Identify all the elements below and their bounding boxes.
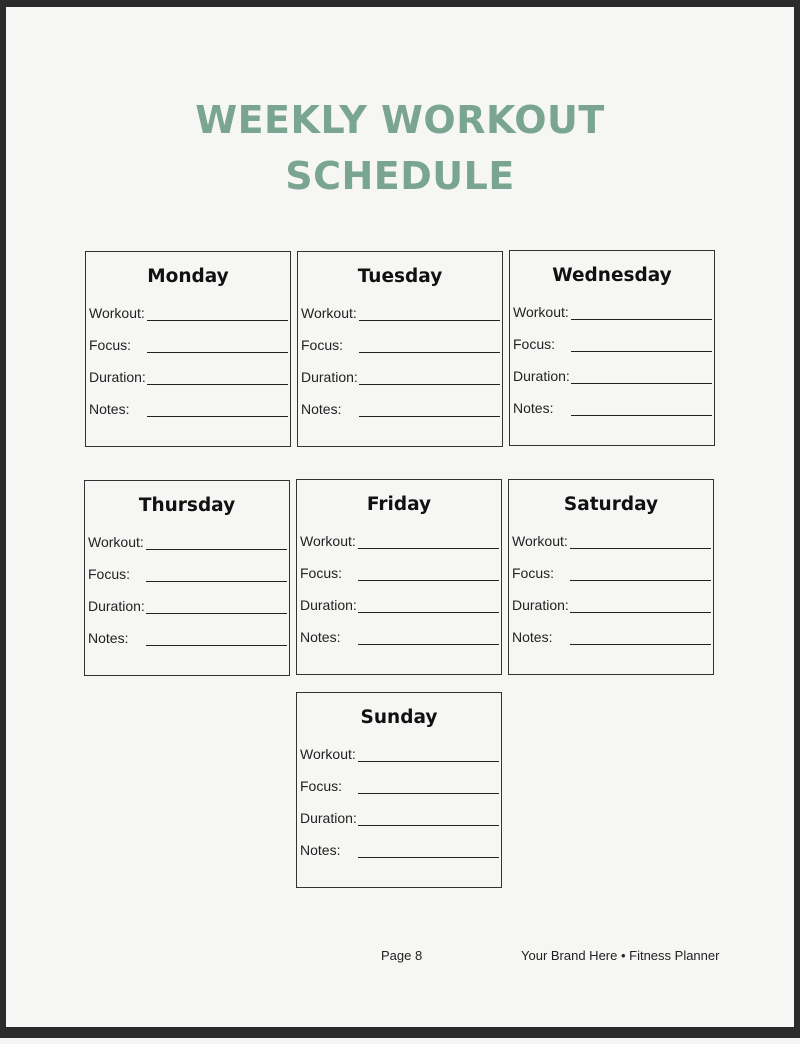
day-card-monday	[85, 251, 291, 447]
notes-input-line[interactable]	[358, 644, 499, 645]
page-title-line-1: WEEKLY WORKOUT	[195, 98, 605, 142]
day-title: Wednesday	[552, 265, 672, 286]
workout-input-line[interactable]	[358, 761, 499, 762]
duration-input-line[interactable]	[570, 612, 711, 613]
workout-label: Workout:	[512, 533, 568, 549]
day-title: Thursday	[138, 495, 236, 516]
focus-label: Focus:	[512, 565, 555, 581]
notes-input-line[interactable]	[358, 857, 499, 858]
notes-input-line[interactable]	[359, 416, 500, 417]
day-card-thursday	[84, 480, 290, 676]
day-title: Monday	[147, 266, 229, 287]
focus-label: Focus:	[300, 565, 343, 581]
focus-label: Focus:	[301, 337, 344, 353]
next-page-edge	[0, 1038, 800, 1044]
focus-input-line[interactable]	[570, 580, 711, 581]
focus-label: Focus:	[88, 566, 131, 582]
day-title: Tuesday	[357, 266, 443, 287]
day-title: Saturday	[563, 494, 659, 515]
duration-label: Duration:	[301, 369, 358, 385]
day-card-saturday	[508, 479, 714, 675]
duration-input-line[interactable]	[147, 384, 288, 385]
notes-label: Notes:	[300, 629, 341, 645]
duration-label: Duration:	[88, 598, 145, 614]
workout-label: Workout:	[300, 746, 356, 762]
workout-input-line[interactable]	[570, 548, 711, 549]
duration-label: Duration:	[512, 597, 569, 613]
notes-input-line[interactable]	[570, 644, 711, 645]
notes-input-line[interactable]	[147, 416, 288, 417]
footer-brand: Your Brand Here • Fitness Planner	[521, 948, 720, 963]
day-card-wednesday	[509, 250, 715, 446]
workout-label: Workout:	[88, 534, 144, 550]
page-title	[0, 92, 800, 204]
notes-input-line[interactable]	[146, 645, 287, 646]
page-title-line-2: SCHEDULE	[285, 154, 515, 198]
workout-label: Workout:	[300, 533, 356, 549]
day-title: Friday	[366, 494, 432, 515]
focus-input-line[interactable]	[359, 352, 500, 353]
focus-label: Focus:	[300, 778, 343, 794]
duration-input-line[interactable]	[571, 383, 712, 384]
notes-label: Notes:	[300, 842, 341, 858]
workout-input-line[interactable]	[359, 320, 500, 321]
workout-input-line[interactable]	[358, 548, 499, 549]
workout-label: Workout:	[89, 305, 145, 321]
workout-label: Workout:	[301, 305, 357, 321]
duration-label: Duration:	[89, 369, 146, 385]
day-card-sunday	[296, 692, 502, 888]
notes-label: Notes:	[513, 400, 554, 416]
focus-input-line[interactable]	[147, 352, 288, 353]
workout-input-line[interactable]	[571, 319, 712, 320]
duration-input-line[interactable]	[358, 825, 499, 826]
focus-label: Focus:	[89, 337, 132, 353]
focus-input-line[interactable]	[358, 793, 499, 794]
focus-input-line[interactable]	[146, 581, 287, 582]
workout-label: Workout:	[513, 304, 569, 320]
duration-label: Duration:	[300, 597, 357, 613]
notes-label: Notes:	[512, 629, 553, 645]
workout-input-line[interactable]	[147, 320, 288, 321]
focus-label: Focus:	[513, 336, 556, 352]
notes-label: Notes:	[89, 401, 130, 417]
focus-input-line[interactable]	[358, 580, 499, 581]
duration-input-line[interactable]	[359, 384, 500, 385]
duration-input-line[interactable]	[358, 612, 499, 613]
notes-label: Notes:	[88, 630, 129, 646]
workout-input-line[interactable]	[146, 549, 287, 550]
day-card-friday	[296, 479, 502, 675]
notes-label: Notes:	[301, 401, 342, 417]
notes-input-line[interactable]	[571, 415, 712, 416]
page-number: Page 8	[381, 948, 423, 963]
day-card-tuesday	[297, 251, 503, 447]
day-title: Sunday	[360, 707, 438, 728]
duration-label: Duration:	[513, 368, 570, 384]
focus-input-line[interactable]	[571, 351, 712, 352]
duration-label: Duration:	[300, 810, 357, 826]
duration-input-line[interactable]	[146, 613, 287, 614]
